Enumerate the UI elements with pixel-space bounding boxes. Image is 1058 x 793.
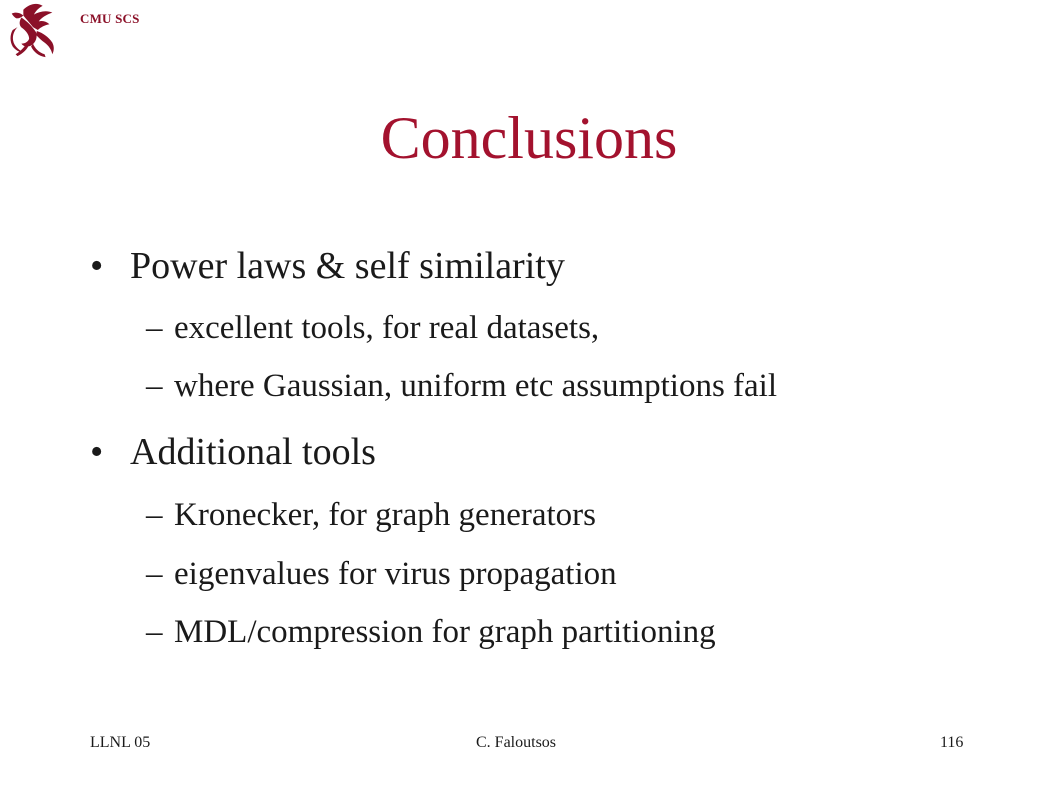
page-number: 116 xyxy=(940,734,964,751)
sub-bullet-text: Kronecker, for graph generators xyxy=(174,497,596,533)
org-label: CMU SCS xyxy=(80,11,140,26)
slide-title: Conclusions xyxy=(380,105,678,171)
sub-bullet-item xyxy=(146,366,777,406)
dash-marker: – xyxy=(146,556,163,592)
bullet-marker: • xyxy=(90,245,104,287)
footer-author: C. Faloutsos xyxy=(476,734,557,751)
sub-bullet-text: eigenvalues for virus propagation xyxy=(174,556,617,592)
bullet-item xyxy=(90,244,565,288)
sub-bullet-item xyxy=(146,308,599,348)
sub-bullet-item xyxy=(146,612,716,652)
dash-marker: – xyxy=(146,497,163,533)
sub-bullet-text: where Gaussian, uniform etc assumptions fail xyxy=(174,368,778,404)
sub-bullet-item xyxy=(146,495,596,535)
sub-bullet-text: MDL/compression for graph partitioning xyxy=(174,614,716,650)
bullet-item xyxy=(90,430,376,474)
dash-marker: – xyxy=(146,310,163,346)
sub-bullet-text: excellent tools, for real datasets, xyxy=(174,310,600,346)
bullet-marker: • xyxy=(90,431,104,473)
dash-marker: – xyxy=(146,368,163,404)
dash-marker: – xyxy=(146,614,163,650)
griffin-icon xyxy=(4,2,62,60)
footer-left: LLNL 05 xyxy=(90,734,151,751)
sub-bullet-item xyxy=(146,554,617,594)
bullet-text: Additional tools xyxy=(130,431,376,473)
bullet-text: Power laws & self similarity xyxy=(130,245,565,287)
